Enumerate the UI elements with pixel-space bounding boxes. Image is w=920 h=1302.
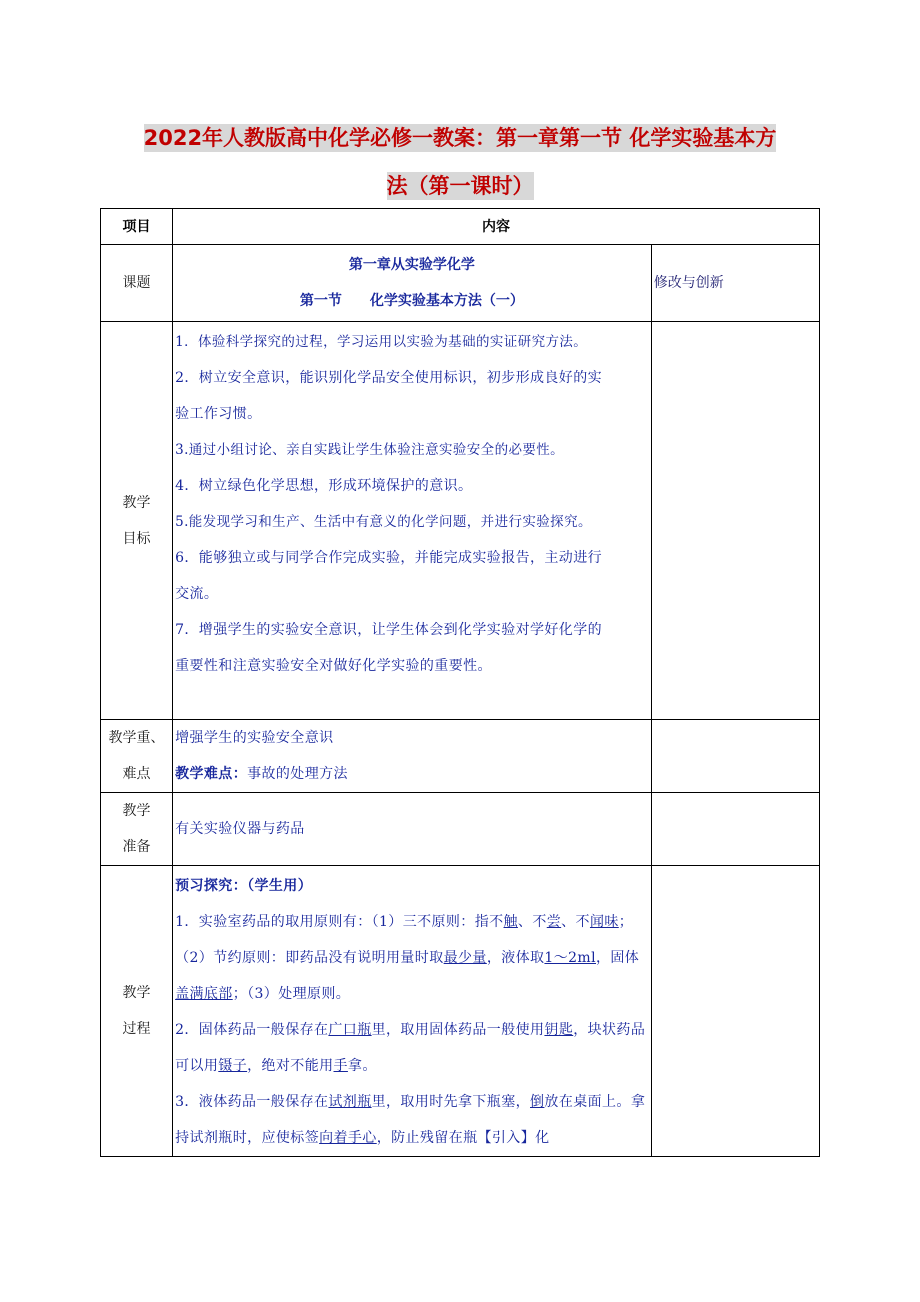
list-item: 重要性和注意实验安全对做好化学实验的重要性。 <box>175 658 492 674</box>
list-item: 4．树立绿色化学思想，形成环境保护的意识。 <box>175 478 473 494</box>
difficulty-label: 教学难点： <box>175 766 248 782</box>
process-cell <box>173 866 652 1157</box>
objectives-label: 教学 目标 <box>101 322 173 720</box>
lesson-plan-table <box>100 208 820 1157</box>
list-item: 7．增强学生的实验安全意识，让学生体会到化学实验对学好化学的 <box>175 622 602 638</box>
process-heading: 预习探究：（学生用） <box>175 878 313 894</box>
list-item: 验工作习惯。 <box>175 406 262 422</box>
preparation-cell <box>173 793 652 866</box>
list-item: 2．树立安全意识，能识别化学品安全使用标识，初步形成良好的实 <box>175 370 602 386</box>
preparation-label: 教学 准备 <box>101 793 173 866</box>
key-point-text: 增强学生的实验安全意识 <box>175 730 334 746</box>
revision-note-header: 修改与创新 <box>651 245 819 322</box>
header-row <box>101 209 820 245</box>
list-item: 6．能够独立或与同学合作完成实验，并能完成实验报告，主动进行 <box>175 550 602 566</box>
key-points-row <box>101 720 820 793</box>
header-item: 项目 <box>101 209 173 245</box>
key-points-label: 教学重、 难点 <box>101 720 173 793</box>
process-paragraph-2: 2．固体药品一般保存在广口瓶里，取用固体药品一般使用钥匙，块状药品可以用镊子，绝对不能用手拿。 <box>175 1022 646 1074</box>
preparation-text: 有关实验仪器与药品 <box>175 821 305 837</box>
document-title-line-2: 法（第一课时） <box>386 174 534 198</box>
process-paragraph-1: 1．实验室药品的取用原则有：（1）三不原则：指不触、不尝、不闻味；（2）节约原则：即药品没有说明用量时取最少量，液体取1～2ml，固体盖满底部；（3）处理原则。 <box>175 914 640 1002</box>
process-note <box>651 866 819 1157</box>
process-row <box>101 866 820 1157</box>
list-item: 1．体验科学探究的过程，学习运用以实验为基础的实证研究方法。 <box>175 334 588 350</box>
key-points-cell <box>173 720 652 793</box>
objectives-note <box>651 322 819 720</box>
difficulty-text: 事故的处理方法 <box>247 766 348 782</box>
document-title-line-1: 2022年人教版高中化学必修一教案：第一章第一节 化学实验基本方 <box>143 126 777 150</box>
process-label: 教学 过程 <box>101 866 173 1157</box>
preparation-note <box>651 793 819 866</box>
list-item: 5.能发现学习和生产、生活中有意义的化学问题，并进行实验探究。 <box>175 514 592 530</box>
process-paragraph-3: 3．液体药品一般保存在试剂瓶里，取用时先拿下瓶塞，倒放在桌面上。拿持试剂瓶时，应使标签向着手心，防止残留在瓶【引入】化 <box>175 1094 646 1146</box>
list-item: 交流。 <box>175 586 219 602</box>
objectives-list <box>173 322 652 720</box>
chapter-title: 第一章从实验学化学 <box>348 257 475 273</box>
objectives-row <box>101 322 820 720</box>
topic-row <box>101 245 820 322</box>
header-content: 内容 <box>173 209 820 245</box>
difficulty-line <box>175 756 651 792</box>
key-points-note <box>651 720 819 793</box>
topic-label: 课题 <box>101 245 173 322</box>
topic-cell <box>173 245 652 322</box>
section-title: 第一节 化学实验基本方法（一） <box>299 293 524 309</box>
list-item: 3.通过小组讨论、亲自实践让学生体验注意实验安全的必要性。 <box>175 442 565 458</box>
preparation-row <box>101 793 820 866</box>
